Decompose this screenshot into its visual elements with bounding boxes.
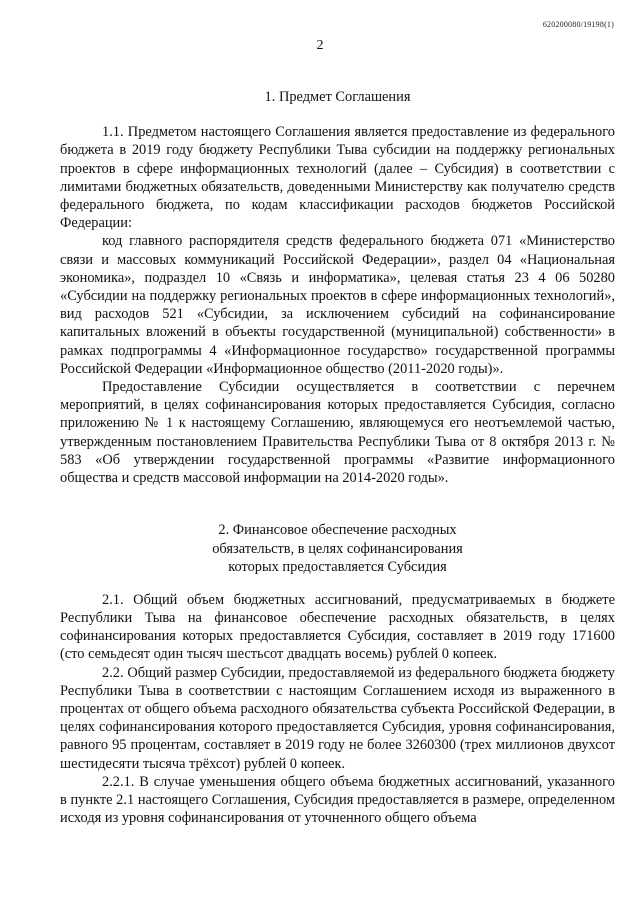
paragraph-1-1: 1.1. Предметом настоящего Соглашения является предоставление из федерального бюджета в 2019 году бюджету Республики Тыва субсидии на поддержку региональных проектов в сфере информационных технологий (далее – Субсидия) в соответствии с лимитами бюджетных обязательств, доведенными Министерству как получателю средств федерального бюджета, по кодам классификации расходов бюджетов Российской Федерации: [60, 124, 615, 232]
paragraph-2-2: 2.2. Общий размер Субсидии, предоставляемой из федерального бюджета бюджету Республики Тыва в соответствии с настоящим Соглашением исходя из выраженного в процентах от общего объема расходного обязательства субъекта Российской Федерации, в целях софинансирования которого предоставляется Субсидия, уровня софинансирования, равного 95 процентам, составляет в 2019 году не более 3260300 (трех миллионов двухсот шестидесяти тысяча трёхсот) рублей 0 копеек. [60, 664, 615, 772]
section-2-title [60, 521, 615, 577]
section-2-title-line-2: обязательств, в целях софинансирования [212, 540, 463, 557]
section-1-title: 1. Предмет Соглашения [264, 89, 411, 105]
paragraph-2-2-1: 2.2.1. В случае уменьшения общего объема бюджетных ассигнований, указанного в пункте 2.1 настоящего Соглашения, Субсидия предоставляется в размере, определенном исходя из уровня софинансирования от уточненного общего объема [60, 773, 615, 827]
paragraph-subsidy-provision: Предоставление Субсидии осуществляется в соответствии с перечнем мероприятий, в целях софинансирования которых предоставляется Субсидия, согласно приложению № 1 к настоящему Соглашению, являющемуся его неотъемлемой частью, утвержденным постановлением Правительства Республики Тыва от 8 октября 2013 г. № 583 «Об утверждении государственной программы «Развитие информационного общества и средств массовой информации на 2014-2020 годы». [60, 379, 615, 487]
document-body [60, 88, 615, 827]
paragraph-2-1: 2.1. Общий объем бюджетных ассигнований, предусматриваемых в бюджете Республики Тыва на финансовое обеспечение расходных обязательств, в целях софинансирования которых предоставляется Субсидия, составляет в 2019 году 171600 (сто семьдесят один тысяч шестьсот двадцать восемь) рублей 0 копеек. [60, 591, 615, 663]
document-id: 620200080/19198(1) [542, 20, 614, 29]
page-number: 2 [316, 38, 324, 53]
section-2-title-line-1: 2. Финансовое обеспечение расходных [218, 522, 457, 539]
section-2-title-line-3: которых предоставляется Субсидия [228, 559, 447, 576]
paragraph-budget-codes: код главного распорядителя средств федерального бюджета 071 «Министерство связи и массовых коммуникаций Российской Федерации», раздел 04 «Национальная экономика», подраздел 10 «Связь и информатика», целевая статья 23 4 06 50280 «Субсидии на поддержку региональных проектов в сфере информационных технологий», вид расходов 521 «Субсидии, за исключением субсидий на софинансирование капитальных вложений в объекты государственной (муниципальной) собственности» в рамках подпрограммы 4 «Информационное государство» государственной программы Российской Федерации «Информационное общество (2011-2020 годы)». [60, 233, 615, 377]
